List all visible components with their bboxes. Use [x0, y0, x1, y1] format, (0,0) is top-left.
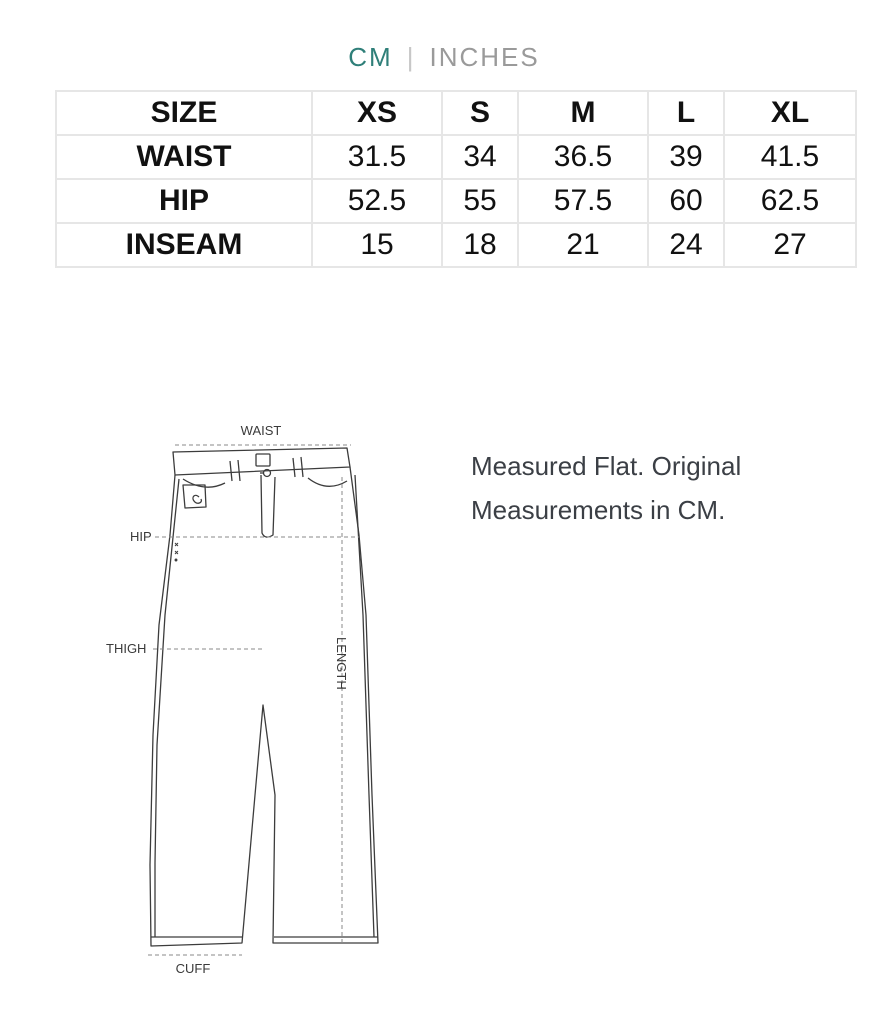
- unit-inches-tab[interactable]: INCHES: [429, 42, 540, 72]
- table-cell: 39: [648, 135, 724, 179]
- table-cell: 31.5: [312, 135, 442, 179]
- table-cell: 15: [312, 223, 442, 267]
- row-label-waist: WAIST: [56, 135, 312, 179]
- thigh-label: THIGH: [106, 641, 147, 656]
- pants-illustration: [150, 448, 378, 946]
- header-xl: XL: [724, 91, 856, 135]
- pants-measurement-diagram: [95, 415, 395, 985]
- table-row: [56, 179, 856, 223]
- table-row: [56, 223, 856, 267]
- table-cell: 36.5: [518, 135, 648, 179]
- table-cell: 62.5: [724, 179, 856, 223]
- waist-label: WAIST: [240, 423, 282, 438]
- header-size: SIZE: [56, 91, 312, 135]
- table-cell: 52.5: [312, 179, 442, 223]
- unit-separator: |: [406, 42, 416, 72]
- header-l: L: [648, 91, 724, 135]
- table-cell: 41.5: [724, 135, 856, 179]
- cuff-label: CUFF: [175, 961, 211, 976]
- row-label-hip: HIP: [56, 179, 312, 223]
- header-m: M: [518, 91, 648, 135]
- table-cell: 34: [442, 135, 518, 179]
- hip-label: HIP: [130, 529, 152, 544]
- row-label-inseam: INSEAM: [56, 223, 312, 267]
- header-s: S: [442, 91, 518, 135]
- measurement-guides: [148, 445, 359, 955]
- unit-cm-tab[interactable]: CM: [348, 42, 393, 72]
- table-row: [56, 135, 856, 179]
- note-line-1: Measured Flat. Original: [471, 451, 742, 481]
- table-header-row: [56, 91, 856, 135]
- table-cell: 27: [724, 223, 856, 267]
- table-cell: 55: [442, 179, 518, 223]
- table-cell: 24: [648, 223, 724, 267]
- note-line-2: Measurements in CM.: [471, 495, 726, 525]
- table-cell: 57.5: [518, 179, 648, 223]
- header-xs: XS: [312, 91, 442, 135]
- length-label: LENGTH: [334, 637, 349, 690]
- table-cell: 18: [442, 223, 518, 267]
- unit-toggle: [0, 42, 888, 73]
- table-cell: 60: [648, 179, 724, 223]
- size-chart-table: [55, 90, 857, 268]
- table-cell: 21: [518, 223, 648, 267]
- measurement-note: [471, 444, 871, 532]
